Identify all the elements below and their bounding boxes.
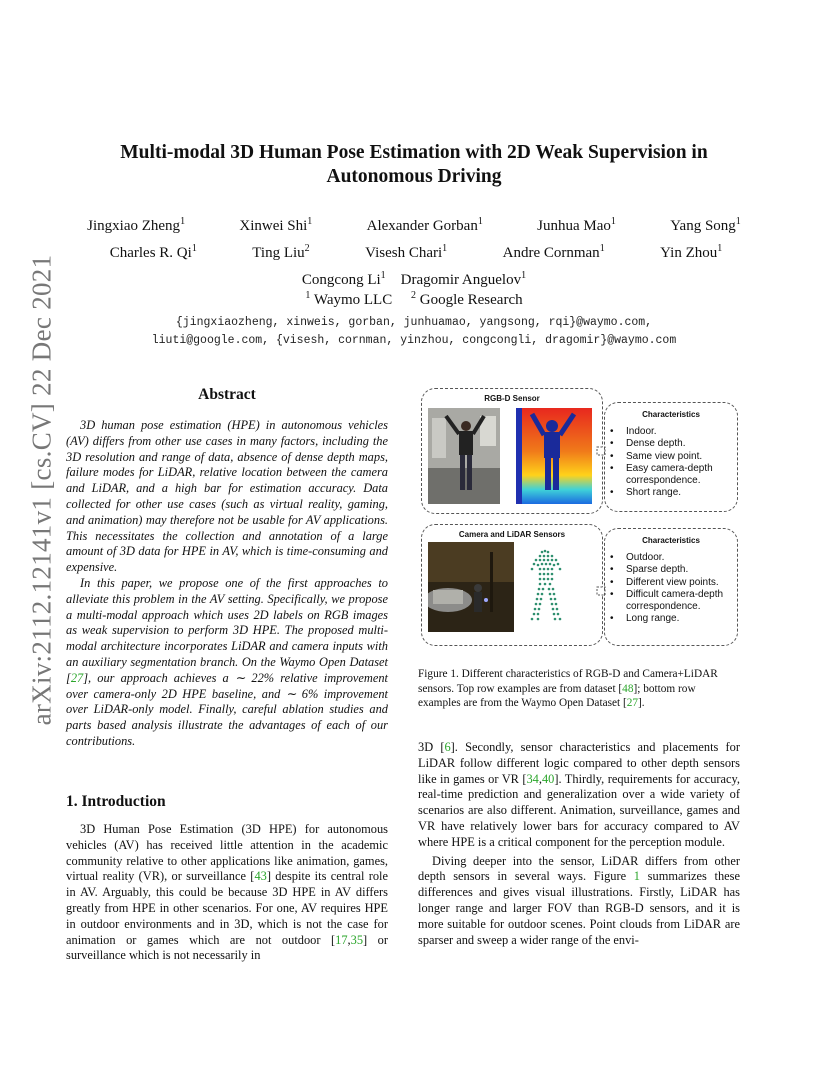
characteristic-item: • Long range. [608,613,738,625]
author: Visesh Chari$^1$ [365,243,448,261]
characteristic-item: • Different view points. [608,577,738,589]
author-row-1 [60,218,768,235]
paper-title [0,141,828,189]
abstract-body [66,418,388,750]
author: Ting Liu$^2$ [252,243,310,261]
characteristic-item: • Easy camera-depth correspondence. [608,463,736,488]
characteristics-heading: Characteristics [642,536,700,545]
author: Yang Song$^1$ [670,216,741,234]
introduction-heading: 1. Introduction [66,793,166,810]
title-line-2: Autonomous Driving [326,166,502,187]
right-paragraph-1: 3D [6]. Secondly, sensor characteristics and placements for LiDAR follow different logic compared to other depth sensors like in games or VR [34,40]. Thirdly, requirements for accuracy, real-time prediction and generalization over a wide variety of scenarios are also different. Animation, surveillance, games and VR have relatively lower bars for accuracy compared to AV where HPE is a critical component for the perception module. [418,740,741,849]
author: Congcong Li$^1$ [301,270,386,288]
email-line-2: liuti@google.com, {visesh, cornman, yinzhou, congcongli, dragomir}@waymo.com [151,334,677,347]
camera-lidar-label: Camera and LiDAR Sensors [458,530,566,539]
author: Dragomir Anguelov$^1$ [400,270,527,288]
arxiv-id-text: arXiv:2112.12141v1 [cs.CV] 22 Dec 2021 [26,254,57,726]
lidar-characteristics-list [608,552,738,626]
rgbd-label: RGB-D Sensor [484,394,540,403]
characteristic-item: • Short range. [608,487,736,499]
author: Alexander Gorban$^1$ [366,216,483,234]
rgbd-characteristics-list [608,426,736,500]
camera-lidar-images [428,542,594,634]
characteristic-item: • Indoor. [608,426,736,438]
characteristic-item: • Dense depth. [608,438,736,450]
characteristic-item: • Same view point. [608,451,736,463]
email-line-1: {jingxiaozheng, xinweis, gorban, junhuamao, yangsong, rqi}@waymo.com, [175,316,653,329]
author: Yin Zhou$^1$ [660,243,723,261]
introduction-body [66,822,388,964]
rgbd-images [428,408,594,506]
abstract-heading: Abstract [198,386,256,403]
title-line-1: Multi-modal 3D Human Pose Estimation with 2D Weak Supervision in [120,142,708,163]
right-column-body [418,740,740,948]
lidar-point-cloud [531,550,562,621]
figure-1-caption: Figure 1. Different characteristics of RGB-D and Camera+LiDAR sensors. Top row examples are from dataset [48]; bottom row examples are from the Waymo Open Dataset [27]. [418,668,718,709]
abstract-paragraph-2: In this paper, we propose one of the first approaches to alleviate this problem in the AV setting. Specifically, we propose a multi-modal approach which uses 2D labels on RGB images as weak supervision to perform 3D HPE. The proposed multi-modal architecture incorporates LiDAR and camera inputs with an auxiliary segmentation branch. On the Waymo Open Dataset [27], our approach achieves a ∼ 22% relative improvement over camera-only 2D HPE baseline, and ∼ 6% improvement over LiDAR-only model. Finally, careful ablation studies and parts based analysis illustrate the advantages of each of our contributions. [66,575,388,748]
figure-1 [418,386,740,656]
characteristics-heading: Characteristics [642,410,700,419]
intro-paragraph-1: 3D Human Pose Estimation (3D HPE) for autonomous vehicles (AV) has received little attention in the academic community relative to other applications like animation, games, virtual reality (VR), or surveillance [43] despite its central role in AV. Arguably, this could be because 3D HPE in AV differs greatly from HPE in other scenarios. For one, AV requires HPE in outdoor environments and in 3D, which is not the case for animation or games which are not outdoor [17,35] or surveillance which is not necessarily in [66,822,389,963]
right-paragraph-2: Diving deeper into the sensor, LiDAR differs from other depth sensors in several ways. Figure 1 summarizes these differences and gives visual illustrations. Firstly, LiDAR has longer range and larger FOV than RGB-D sensors, and it is more suitable for outdoor scenes. Point clouds from LiDAR are sparser and sweep a wider range of the envi- [418,853,741,947]
author: Andre Cornman$^1$ [502,243,605,261]
author: Junhua Mao$^1$ [537,216,616,234]
author: Charles R. Qi$^1$ [109,243,197,261]
author-row-3 [0,272,828,289]
author: Xinwei Shi$^1$ [239,216,313,234]
characteristic-item: • Outdoor. [608,552,738,564]
affiliations: $^1$ Waymo LLC $^2$ Google Research [305,290,523,308]
author: Jingxiao Zheng$^1$ [87,216,186,234]
author-row-2 [82,245,750,262]
characteristic-item: • Sparse depth. [608,564,738,576]
characteristic-item: • Difficult camera-depth correspondence. [608,589,738,614]
abstract-paragraph-1: 3D human pose estimation (HPE) in autonomous vehicles (AV) differs from other use cases in many factors, including the 3D resolution and range of data, absence of dense depth maps, failure modes for LiDAR, relative location between the camera and LiDAR, and a high bar for estimation accuracy. Data collected for other use cases (such as virtual reality, gaming, and animation) may therefore not be usable for AV applications. This necessitates the collection and annotation of a large amount of 3D data for HPE in AV, which is time-consuming and expensive. [66,418,388,575]
